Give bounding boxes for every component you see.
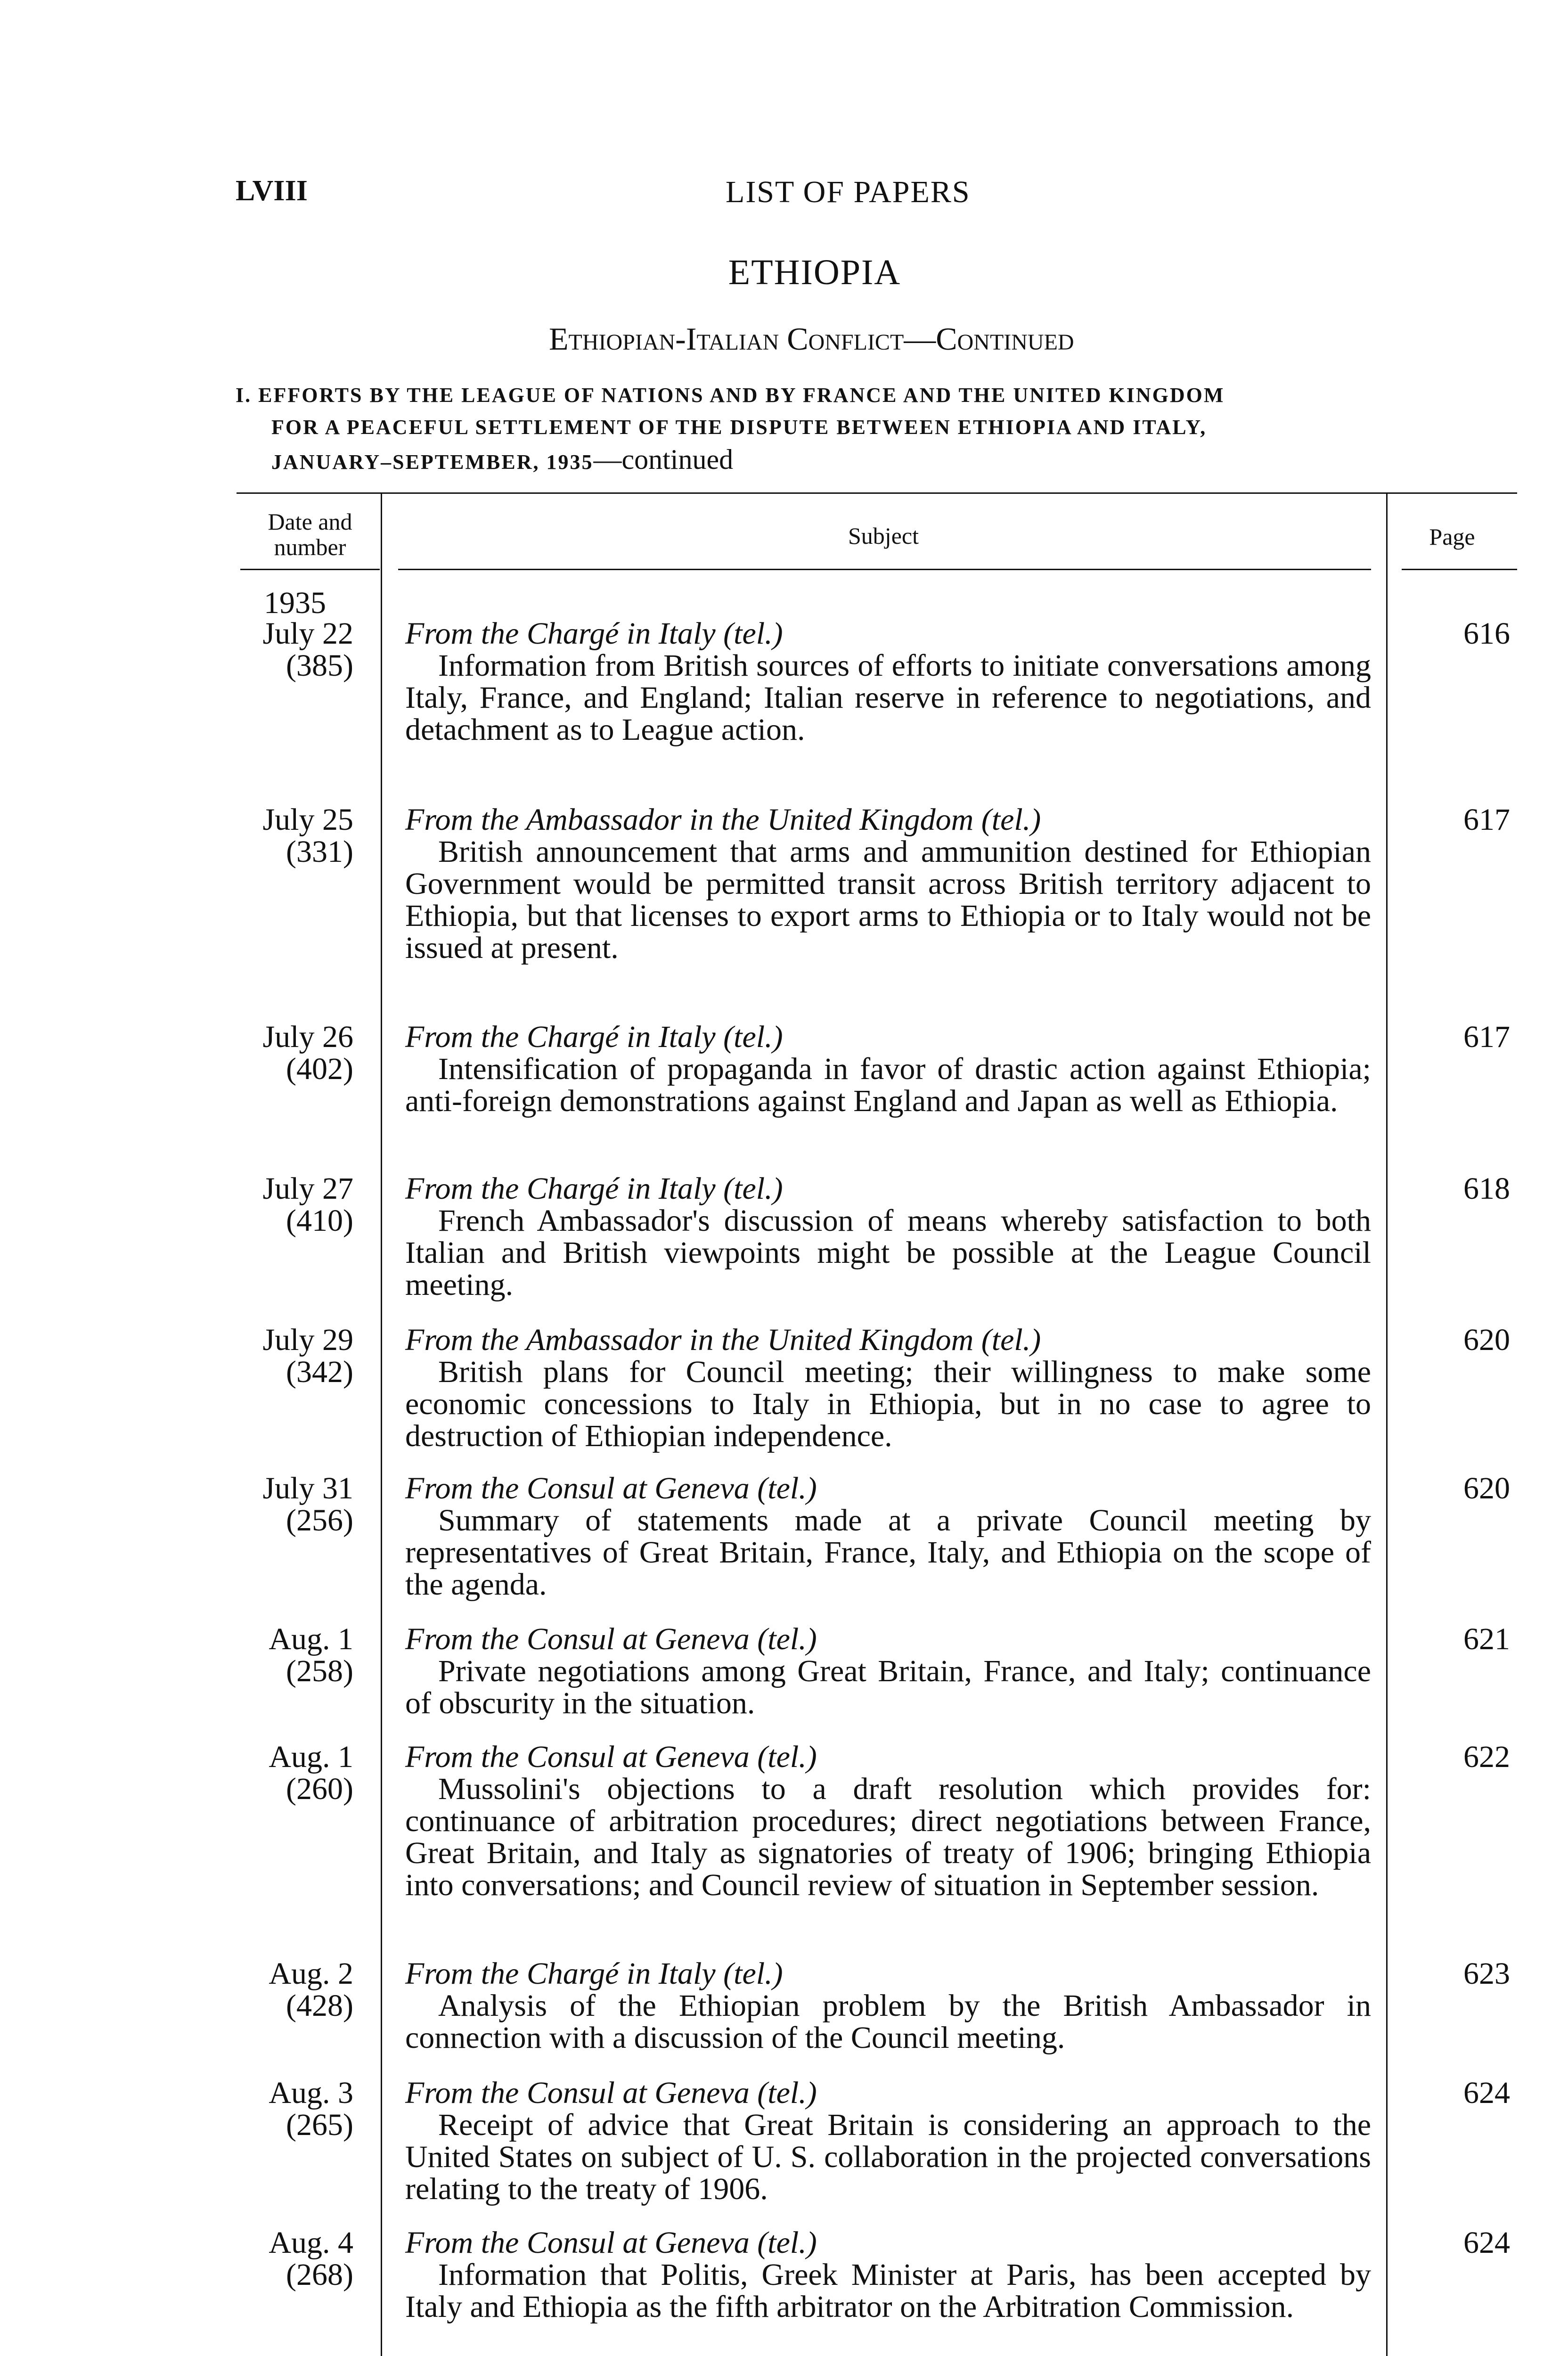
entry-from: From the Ambassador in the United Kingdom (tel.) (405, 1323, 1041, 1357)
entry-date-text: July 29 (262, 1323, 353, 1357)
entry-page: 617 (1463, 1020, 1510, 1054)
entry-page: 617 (1463, 802, 1510, 837)
column-header-page: Page (1429, 524, 1475, 550)
entry-date (240, 1021, 353, 1085)
entry-from: From the Consul at Geneva (tel.) (405, 2225, 817, 2260)
column-header-date-line2: number (274, 534, 346, 560)
entry-summary: British plans for Council meeting; their willingness to make some economic concessions to Italy in Ethiopia, but in no case to agree to destruction of Ethiopian independence. (405, 1355, 1371, 1453)
entry-date (240, 1173, 353, 1237)
entry-date (240, 1472, 353, 1537)
entry-number: (410) (286, 1203, 353, 1238)
entry-summary: Intensification of propaganda in favor of drastic action against Ethiopia; anti-foreign demonstrations against England and Japan as well as Ethiopia. (405, 1052, 1371, 1118)
column-divider-date (381, 492, 382, 2356)
entry-page: 624 (1463, 2076, 1510, 2110)
entry-from: From the Consul at Geneva (tel.) (405, 2076, 817, 2110)
part-heading-dates: JANUARY–SEPTEMBER, 1935 (271, 450, 594, 474)
entry-date-text: Aug. 1 (269, 1622, 353, 1656)
column-divider-page (1386, 492, 1388, 2356)
entry-date (240, 1324, 353, 1388)
entry-from: From the Consul at Geneva (tel.) (405, 1471, 817, 1505)
subject-header-underline (398, 569, 1371, 570)
entry-date (240, 1958, 353, 2022)
entry-number: (265) (286, 2108, 353, 2142)
entry-page: 622 (1463, 1740, 1510, 1774)
page-number: LVIII (236, 175, 308, 207)
entry-page: 621 (1463, 1622, 1510, 1656)
entry-page: 618 (1463, 1171, 1510, 1206)
entry-summary: Receipt of advice that Great Britain is considering an approach to the United States on subject of U. S. collaboration in the projected conversations relating to the treaty of 1906. (405, 2108, 1371, 2206)
entry-date-text: Aug. 4 (269, 2225, 353, 2260)
date-header-underline (240, 569, 380, 570)
entry-from: From the Chargé in Italy (tel.) (405, 1020, 783, 1054)
entry-summary: Analysis of the Ethiopian problem by the British Ambassador in connection with a discussion of the Council meeting. (405, 1988, 1371, 2055)
entry-from: From the Chargé in Italy (tel.) (405, 1956, 783, 1991)
part-heading-continued: —continued (593, 444, 734, 475)
entry-date-text: July 27 (262, 1171, 353, 1206)
entry-date-text: Aug. 1 (269, 1740, 353, 1774)
entry-number: (260) (286, 1772, 353, 1806)
entry-from: From the Ambassador in the United Kingdom (tel.) (405, 802, 1041, 837)
column-header-date-line1: Date and (268, 508, 352, 535)
entry-number: (256) (286, 1503, 353, 1538)
table-top-rule (237, 492, 1517, 494)
entry-summary: Information from British sources of efforts to initiate conversations among Italy, France, and England; Italian reserve in reference to negotiations, and detachment as to League action. (405, 648, 1371, 747)
entry-summary: Private negotiations among Great Britain, France, and Italy; continuance of obscurity in the situation. (405, 1654, 1371, 1720)
column-header-subject: Subject (848, 523, 919, 549)
page-header-underline (1402, 569, 1517, 570)
entry-number: (402) (286, 1052, 353, 1086)
entry-page: 616 (1463, 616, 1510, 651)
entry-date (240, 618, 353, 682)
entry-date-text: July 22 (262, 616, 353, 651)
entry-number: (428) (286, 1988, 353, 2023)
entry-summary: Summary of statements made at a private Council meeting by representatives of Great Britain, France, Italy, and Ethiopia on the scope of the agenda. (405, 1503, 1371, 1602)
entry-page: 620 (1463, 1471, 1510, 1505)
entry-date-text: Aug. 3 (269, 2076, 353, 2110)
entry-number: (342) (286, 1355, 353, 1389)
subsection-title: Ethiopian-Italian Conflict—Continued (549, 321, 1074, 357)
entry-summary: British announcement that arms and ammunition destined for Ethiopian Government would be permitted transit across British territory adjacent to Ethiopia, but that licenses to export arms to Ethiopia or to Italy would not be issued at present. (405, 834, 1371, 965)
part-heading-line3 (236, 443, 1517, 478)
entry-date (240, 2227, 353, 2291)
entry-page: 623 (1463, 1956, 1510, 1991)
entry-date (240, 1623, 353, 1687)
entry-page: 620 (1463, 1323, 1510, 1357)
entry-date-text: July 25 (262, 802, 353, 837)
part-heading-line1: I. EFFORTS BY THE LEAGUE OF NATIONS AND BY FRANCE AND THE UNITED KINGDOM (236, 384, 1225, 407)
entry-summary: Mussolini's objections to a draft resolution which provides for: continuance of arbitration procedures; direct negotiations between France, Great Britain, and Italy as signatories of treaty of 1906; bringing Ethiopia into conversations; and Council review of situation in September session. (405, 1772, 1371, 1902)
part-heading-line2: FOR A PEACEFUL SETTLEMENT OF THE DISPUTE BETWEEN ETHIOPIA AND ITALY, (271, 416, 1207, 439)
entry-number: (258) (286, 1654, 353, 1688)
entry-from: From the Consul at Geneva (tel.) (405, 1622, 817, 1656)
entry-from: From the Chargé in Italy (tel.) (405, 1171, 783, 1206)
entry-number: (385) (286, 648, 353, 683)
running-head: LIST OF PAPERS (726, 175, 971, 209)
entry-date (240, 2077, 353, 2141)
entry-date-text: Aug. 2 (269, 1956, 353, 1991)
entry-number: (268) (286, 2258, 353, 2292)
entry-page: 624 (1463, 2225, 1510, 2260)
section-title: ETHIOPIA (728, 253, 901, 292)
column-header-date (240, 509, 380, 560)
entry-number: (331) (286, 834, 353, 869)
year-label: 1935 (264, 586, 326, 620)
entry-from: From the Consul at Geneva (tel.) (405, 1740, 817, 1774)
entry-date-text: July 31 (262, 1471, 353, 1505)
entry-date (240, 1741, 353, 1805)
entry-date (240, 804, 353, 868)
entry-date-text: July 26 (262, 1020, 353, 1054)
entry-from: From the Chargé in Italy (tel.) (405, 616, 783, 651)
part-heading (236, 379, 1517, 478)
entry-summary: Information that Politis, Greek Minister at Paris, has been accepted by Italy and Ethiopia as the fifth arbitrator on the Arbitration Commission. (405, 2258, 1371, 2324)
entry-summary: French Ambassador's discussion of means whereby satisfaction to both Italian and British viewpoints might be possible at the League Council meeting. (405, 1203, 1371, 1302)
